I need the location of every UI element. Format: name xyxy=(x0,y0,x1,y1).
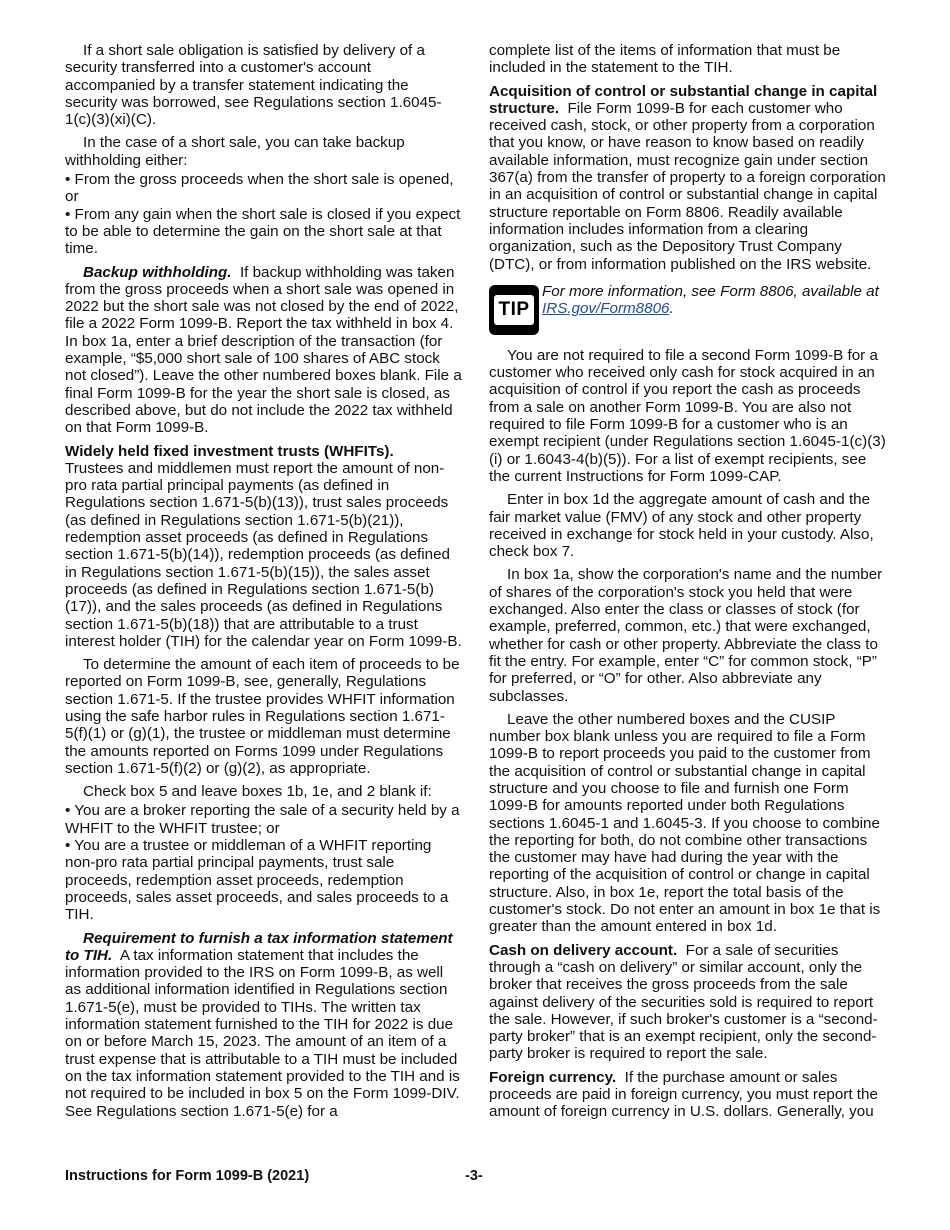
bullet-item: • From any gain when the short sale is closed if you expect to be able to determine the gain on the short sale at that time. xyxy=(65,205,461,258)
tip-body: For more information, see Form 8806, available at xyxy=(542,282,879,300)
page-footer xyxy=(65,1168,887,1186)
left-column xyxy=(65,42,463,1126)
tip-period: . xyxy=(669,300,674,318)
foreign-currency-text: If the purchase amount or sales proceeds are paid in foreign currency, you must report the amount of foreign currency in U.S. dollars. Generally, you xyxy=(489,1068,878,1121)
paragraph-leave-boxes-blank: Leave the other numbered boxes and the CUSIP number box blank unless you are required to file a Form 1099-B to report proceeds you paid to the customer from the acquisition of control or substantial change in capital structure and you choose to file and furnish one Form 1099-B for amounts reported under both Regulations sections 1.6045-1 and 1.6045-3. If you choose to combine the reporting for both, do not combine other transactions the customer may have had during the year with the reporting of the acquisition of control or change in capital structure. Also, in box 1e, report the total basis of the customer's stock. Do not enter an amount in box 1e that is greater than the amount entered in box 1d. xyxy=(489,710,881,936)
paragraph-cash-on-delivery xyxy=(489,942,887,1063)
bullet-item: • You are a trustee or middleman of a WHFIT reporting non-pro rata partial principal payments, trust sale proceeds, redemption asset proceeds, redemption proceeds, sales asset proceeds, and sales proceeds to a TIH. xyxy=(65,837,449,924)
paragraph-backup-withholding xyxy=(65,264,463,437)
paragraph-not-required: You are not required to file a second Form 1099-B for a customer who received only cash for stock acquired in an acquisition of control if you report the cash as proceeds from a sale on another Form 1099-B. You are also not required to file Form 1099-B for a customer who is an exempt recipient (under Regulations section 1.6045-1(c)(3)(i) or 1.6043-4(b)(5)). For a list of exempt recipients, see the current Instructions for Form 1099-CAP. xyxy=(489,346,886,485)
form-8806-link[interactable]: IRS.gov/Form8806 xyxy=(542,300,670,318)
bullet-item: • You are a broker reporting the sale of a security held by a WHFIT to the WHFIT trustee; or xyxy=(65,802,460,837)
paragraph-check-box-5: Check box 5 and leave boxes 1b, 1e, and 2 blank if: xyxy=(83,783,432,801)
heading-backup-withholding: Backup withholding. xyxy=(83,263,232,281)
paragraph-acquisition-of-control xyxy=(489,83,887,273)
paragraph-continued: complete list of the items of information that must be included in the statement to the TIH. xyxy=(489,42,841,77)
bullet-text: You are a trustee or middleman of a WHFIT reporting non-pro rata partial principal payments, trust sale proceeds, redemption asset proceeds, redemption proceeds, sales asset proceeds, and sales proceeds to a TIH. xyxy=(65,837,449,924)
heading-requirement-to-furnish: Requirement to furnish a tax information statement to TIH. xyxy=(65,929,453,964)
paragraph-tax-information-statement xyxy=(65,930,463,1120)
heading-whfit: Widely held fixed investment trusts (WHFITs). xyxy=(65,442,394,460)
footer-title: Instructions for Form 1099-B (2021) xyxy=(65,1168,310,1184)
cash-on-delivery-text: For a sale of securities through a “cash on delivery” or similar account, only the broker that receives the gross proceeds from the sale against delivery of the securities sold is required to report the sale. However, if such broker's customer is a “second-party broker” that is an exempt recipient, only the second-party broker is required to report the sale. xyxy=(489,941,878,1063)
backup-withholding-text: If backup withholding was taken from the gross proceeds when a short sale was opened in 2022 but the short sale was not closed by the end of 2022, file a 2022 Form 1099-B. Report the tax withheld in box 4. In box 1a, enter a brief description of the transaction (for example, “$5,000 short sale of 100 shares of ABC stock not closed”). Leave the other numbered boxes blank. File a final Form 1099-B for the year the short sale is closed, as described above, but do not include the 2022 tax withheld on that Form 1099-B. xyxy=(65,263,462,437)
tip-icon-label: TIP xyxy=(498,298,530,320)
paragraph-whfit xyxy=(65,443,463,651)
bullet-item: • From the gross proceeds when the short sale is opened, or xyxy=(65,171,454,206)
tip-box xyxy=(489,283,887,335)
bullet-text: From any gain when the short sale is closed if you expect to be able to determine the gain on the short sale at that time. xyxy=(65,205,461,258)
paragraph-foreign-currency xyxy=(489,1069,887,1121)
heading-foreign-currency: Foreign currency. xyxy=(489,1068,617,1086)
whfit-text: Trustees and middlemen must report the amount of non-pro rata partial principal payments (as defined in Regulations section 1.671-5(b)(13)), trust sales proceeds (as defined in Regulations section 1.671-5(b)(21)), redemption asset proceeds (as defined in Regulations section 1.671-5(b)(14)), redemption proceeds (as defined in Regulations section 1.671-5(b)(15)), the sales asset proceeds (as defined in Regulations section 1.671-5(b)(17)), and the sales proceeds (as defined in Regulations section 1.671-5(b)(18)) that are attributable to a trust interest holder (TIH) for the calendar year on Form 1099-B. xyxy=(65,459,462,650)
page-number: -3- xyxy=(465,1168,483,1184)
tip-icon xyxy=(489,285,539,335)
paragraph-short-sale-backup: In the case of a short sale, you can take backup withholding either: xyxy=(65,134,405,169)
tip-text xyxy=(542,283,887,318)
requirement-text: A tax information statement that includes the information provided to the IRS on Form 1099-B, as well as additional information identified in Regulations section 1.671-5(e), must be provided to TIHs. The written tax information statement furnished to the TIH for 2022 is due on or before March 15, 2023. The amount of an item of a trust expense that is attributable to a TIH must be included on the tax information statement provided to the TIH and is not required to be included in box 5 on the Form 1099-DIV. See Regulations section 1.671-5(e) for a xyxy=(65,946,460,1120)
heading-cash-on-delivery: Cash on delivery account. xyxy=(489,941,678,959)
acquisition-text: File Form 1099-B for each customer who received cash, stock, or other property from a corporation that you know, or have reason to know based on readily available information, must recognize gain under section 367(a) from the transfer of property to a foreign corporation in an acquisition of control or substantial change in capital structure reportable on Form 8806. Readily available information includes information from a clearing organization, such as the Depository Trust Company (DTC), or from information published on the IRS website. xyxy=(489,99,886,273)
bullet-text: From the gross proceeds when the short sale is opened, or xyxy=(65,171,454,206)
paragraph-box-1d: Enter in box 1d the aggregate amount of cash and the fair market value (FMV) of any stock and other property received in exchange for stock held in your custody. Also, check box 7. xyxy=(489,491,874,561)
paragraph-determine-amount: To determine the amount of each item of proceeds to be reported on Form 1099-B, see, generally, Regulations section 1.671-5. If the trustee provides WHFIT information using the safe harbor rules in Regulations section 1.671-5(f)(1) or (g)(1), the trustee or middleman must determine the amounts reported on Forms 1099 under Regulations section 1.671-5(f)(2) or (g)(2), as appropriate. xyxy=(65,656,460,777)
right-column xyxy=(489,42,887,1127)
paragraph-box-1a: In box 1a, show the corporation's name and the number of shares of the corporation's stock you held that were exchanged. Also enter the class or classes of stock (for example, preferred, common, etc.) that were exchanged, whether for cash or other property. Abbreviate the class to fit the entry. For example, enter “C” for common stock, “P” for preferred, or “O” for other. Also abbreviate any subclasses. xyxy=(489,566,883,705)
bullet-text: You are a broker reporting the sale of a security held by a WHFIT to the WHFIT trustee; or xyxy=(65,802,460,837)
paragraph-short-sale-delivery: If a short sale obligation is satisfied by delivery of a security transferred into a customer's account accompanied by a transfer statement indicating the security was borrowed, see Regulations section 1.6045-1(c)(3)(xi)(C). xyxy=(65,42,442,129)
heading-acquisition-of-control: Acquisition of control or substantial change in capital structure. xyxy=(489,82,878,117)
